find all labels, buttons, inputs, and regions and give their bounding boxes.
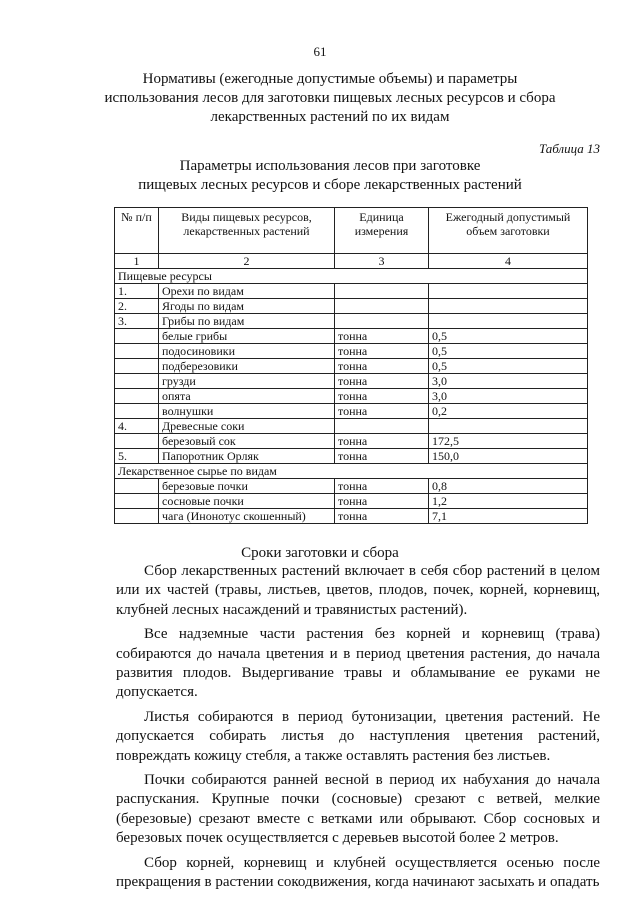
resource-name: березовые почки (159, 479, 335, 494)
volume-cell: 0,2 (429, 404, 588, 419)
header-resource-type: Виды пищевых ресурсов, лекарственных растений (159, 208, 335, 254)
table-row (115, 494, 588, 509)
unit-cell: тонна (335, 344, 429, 359)
resource-name: березовый сок (159, 434, 335, 449)
table-section-row (115, 464, 588, 479)
table-row (115, 359, 588, 374)
row-number (115, 344, 159, 359)
row-number (115, 479, 159, 494)
row-number (115, 389, 159, 404)
row-number (115, 494, 159, 509)
resource-name: Папоротник Орляк (159, 449, 335, 464)
unit-cell (335, 299, 429, 314)
volume-cell (429, 299, 588, 314)
row-number: 1. (115, 284, 159, 299)
row-number (115, 374, 159, 389)
table-row (115, 449, 588, 464)
unit-cell: тонна (335, 359, 429, 374)
unit-cell: тонна (335, 479, 429, 494)
resource-name: подберезовики (159, 359, 335, 374)
row-number (115, 404, 159, 419)
unit-cell: тонна (335, 329, 429, 344)
unit-cell (335, 419, 429, 434)
unit-cell: тонна (335, 449, 429, 464)
row-number (115, 434, 159, 449)
unit-cell (335, 284, 429, 299)
resource-name: Ягоды по видам (159, 299, 335, 314)
resource-name: подосиновики (159, 344, 335, 359)
resource-name: Древесные соки (159, 419, 335, 434)
table-row (115, 374, 588, 389)
row-number (115, 359, 159, 374)
table-row (115, 404, 588, 419)
document-title-line: Нормативы (ежегодные допустимые объемы) и параметры (142, 71, 518, 87)
resource-name: Орехи по видам (159, 284, 335, 299)
page-number: 61 (313, 44, 327, 59)
row-number (115, 509, 159, 524)
paragraph: Почки собираются ранней весной в период их набухания до начала распускания. Крупные почки (сосновые) срезают с ветвей, мелкие (березовые) срезают вместе с ветками или обрывают. Сбор сосновых и березовых почек осуществляется с деревьев высотой более 2 метров. (116, 772, 600, 847)
section-label: Пищевые ресурсы (115, 269, 588, 284)
volume-cell: 0,5 (429, 359, 588, 374)
unit-cell: тонна (335, 494, 429, 509)
table-row (115, 299, 588, 314)
header-unit: Единица измерения (335, 208, 429, 254)
header-annual-volume: Ежегодный допустимый объем заготовки (429, 208, 588, 254)
table-body (115, 254, 588, 524)
table-title-line: пищевых лесных ресурсов и сборе лекарственных растений (138, 177, 522, 193)
paragraph: Сбор корней, корневищ и клубней осуществляется осенью после прекращения в растении сокодвижения, когда начинают засыхать и опадать (116, 854, 600, 891)
volume-cell: 3,0 (429, 374, 588, 389)
row-number: 2. (115, 299, 159, 314)
resource-name: чага (Инонотус скошенный) (159, 509, 335, 524)
table-title (60, 157, 600, 195)
table-row (115, 314, 588, 329)
section-label: Лекарственное сырье по видам (115, 464, 588, 479)
volume-cell (429, 284, 588, 299)
volume-cell (429, 419, 588, 434)
resource-name: сосновые почки (159, 494, 335, 509)
volume-cell: 0,5 (429, 344, 588, 359)
volume-cell: 150,0 (429, 449, 588, 464)
document-title-line: лекарственных растений по их видам (210, 109, 450, 125)
row-number (115, 329, 159, 344)
volume-cell: 172,5 (429, 434, 588, 449)
section-title: Сроки заготовки и сбора (241, 545, 399, 561)
table-row (115, 329, 588, 344)
table-title-line: Параметры использования лесов при заготовке (179, 158, 481, 174)
column-number: 4 (429, 254, 588, 269)
unit-cell: тонна (335, 374, 429, 389)
paragraph: Сбор лекарственных растений включает в себя сбор растений в целом или их частей (травы, листьев, цветов, плодов, почек, корней, корневищ, клубней лесных насаждений и травянистых растений). (116, 563, 600, 618)
document-title-line: использования лесов для заготовки пищевых лесных ресурсов и сбора (104, 90, 556, 106)
table-row (115, 344, 588, 359)
unit-cell: тонна (335, 404, 429, 419)
volume-cell (429, 314, 588, 329)
resource-name: грузди (159, 374, 335, 389)
header-number: № п/п (115, 208, 159, 254)
column-number: 2 (159, 254, 335, 269)
volume-cell: 3,0 (429, 389, 588, 404)
table-row (115, 509, 588, 524)
unit-cell: тонна (335, 509, 429, 524)
table-section-row (115, 269, 588, 284)
resource-name: опята (159, 389, 335, 404)
paragraph: Листья собираются в период бутонизации, цветения растений. Не допускается собирать листья до наступления цветения растений, повреждать кожицу стебля, а также оставлять растения без листьев. (116, 708, 600, 764)
unit-cell: тонна (335, 434, 429, 449)
unit-cell (335, 314, 429, 329)
resource-name: белые грибы (159, 329, 335, 344)
table-row (115, 389, 588, 404)
volume-cell: 0,5 (429, 329, 588, 344)
volume-cell: 0,8 (429, 479, 588, 494)
paragraph: Все надземные части растения без корней и корневищ (трава) собираются до начала цветения и в период цветения растения, до начала развития плодов. Выдергивание травы и обламывание ее руками не допускается. (116, 626, 600, 701)
table-label: Таблица 13 (538, 141, 600, 156)
table-row (115, 434, 588, 449)
table-row (115, 284, 588, 299)
column-number: 3 (335, 254, 429, 269)
row-number: 4. (115, 419, 159, 434)
column-number-row (115, 254, 588, 269)
table-row (115, 419, 588, 434)
parameters-table (114, 207, 588, 524)
volume-cell: 1,2 (429, 494, 588, 509)
table-header-row (115, 208, 588, 254)
row-number: 5. (115, 449, 159, 464)
column-number: 1 (115, 254, 159, 269)
resource-name: волнушки (159, 404, 335, 419)
document-title (60, 70, 600, 127)
table-row (115, 479, 588, 494)
resource-name: Грибы по видам (159, 314, 335, 329)
unit-cell: тонна (335, 389, 429, 404)
volume-cell: 7,1 (429, 509, 588, 524)
row-number: 3. (115, 314, 159, 329)
body-text (116, 562, 600, 898)
